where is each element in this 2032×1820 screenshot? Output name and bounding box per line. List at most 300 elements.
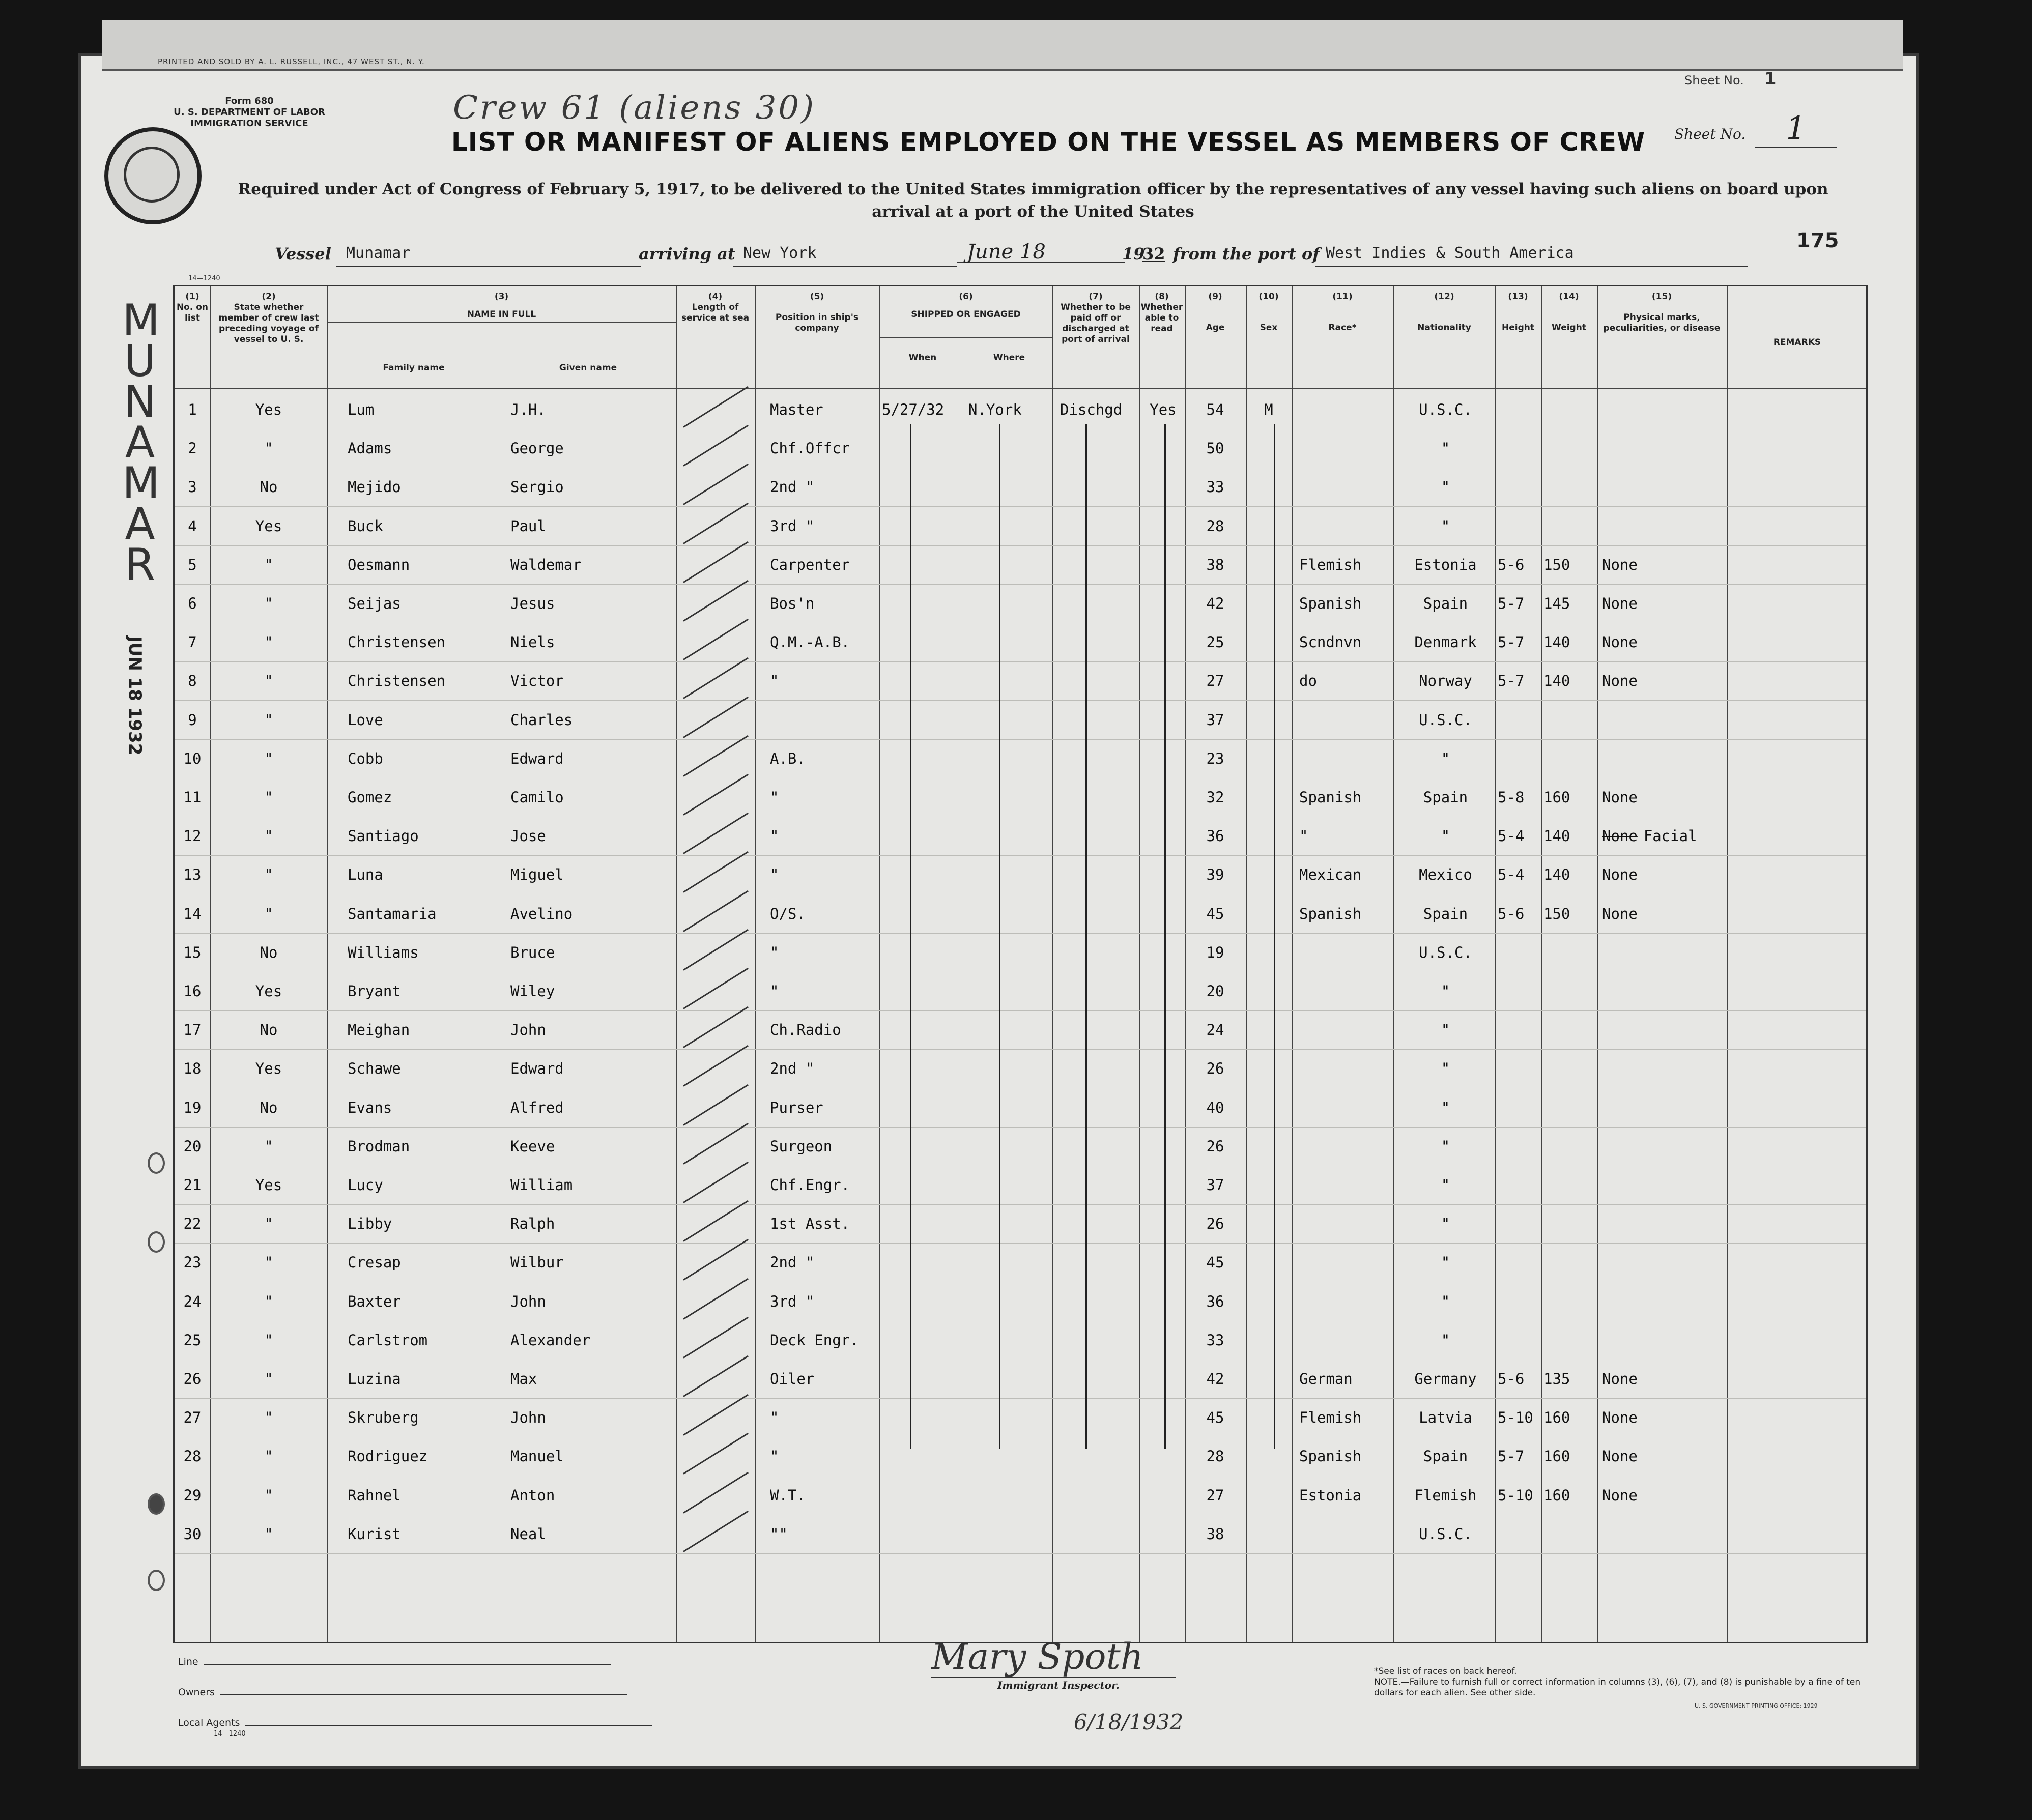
cell-prev: No <box>260 1099 278 1116</box>
cell-age: 23 <box>1206 749 1224 767</box>
cell-weight: 140 <box>1543 672 1570 690</box>
cell-nationality: Denmark <box>1414 633 1477 651</box>
cell-given: Waldemar <box>510 556 582 573</box>
cell-family: Love <box>348 711 383 729</box>
cell-age: 26 <box>1206 1060 1224 1078</box>
service-length-slash <box>683 813 749 854</box>
struck-mark: None <box>1602 827 1638 845</box>
header-bottom-rule <box>175 388 1866 389</box>
cell-given: Charles <box>510 711 573 729</box>
cell-age: 28 <box>1206 517 1224 535</box>
cell-family: Evans <box>348 1099 392 1116</box>
cell-nationality: " <box>1441 517 1450 535</box>
from-port-label: from the port of <box>1173 244 1320 264</box>
line-label: Line <box>178 1656 198 1667</box>
cell-nationality: " <box>1441 1060 1450 1078</box>
cell-marks: None <box>1602 1409 1638 1427</box>
binder-hole <box>148 1493 165 1515</box>
agents-label: Local Agents <box>178 1717 240 1728</box>
col13-number: (13) <box>1508 292 1528 302</box>
cell-family: Skruberg <box>348 1409 419 1427</box>
service-length-slash <box>683 425 749 467</box>
cell-no: 3 <box>188 478 197 496</box>
cell-family: Mejido <box>348 478 401 496</box>
cell-family: Santiago <box>348 827 419 845</box>
cell-marks: None <box>1602 905 1638 922</box>
cell-age: 50 <box>1206 440 1224 457</box>
service-length-slash <box>683 1084 749 1125</box>
service-length-slash <box>683 1162 749 1203</box>
cell-prev: " <box>264 1525 273 1543</box>
service-length-slash <box>683 1278 749 1319</box>
cell-when: 5/27/32 <box>882 401 945 418</box>
cell-position: A.B. <box>770 749 806 767</box>
inspector-label: Immigrant Inspector. <box>997 1679 1120 1691</box>
col12-number: (12) <box>1434 292 1454 302</box>
service-length-slash <box>683 1394 749 1436</box>
col5-header <box>755 292 879 334</box>
cell-prev: " <box>264 1370 273 1388</box>
cell-height: 5-7 <box>1498 672 1525 690</box>
col1-header <box>175 292 210 324</box>
cell-given: Alexander <box>510 1331 591 1349</box>
service-length-slash <box>683 1006 749 1048</box>
table-row <box>175 585 1866 623</box>
cell-age: 26 <box>1206 1215 1224 1233</box>
cell-read: Yes <box>1150 401 1177 418</box>
agents-field <box>178 1717 652 1728</box>
cell-no: 4 <box>188 517 197 535</box>
cell-age: 39 <box>1206 866 1224 884</box>
table-row <box>175 1011 1866 1050</box>
cell-given: Wilbur <box>510 1254 564 1272</box>
cell-given: Miguel <box>510 866 564 884</box>
cell-nationality: Flemish <box>1414 1486 1477 1504</box>
cell-position: " <box>770 983 779 1000</box>
cell-race: German <box>1299 1370 1353 1388</box>
col10-header <box>1246 292 1292 333</box>
cell-given: Edward <box>510 749 564 767</box>
cell-family: Williams <box>348 943 419 961</box>
cell-nationality: " <box>1441 1331 1450 1349</box>
manifest-table <box>173 285 1868 1643</box>
service-length-slash <box>683 1123 749 1165</box>
table-row <box>175 1050 1866 1088</box>
inspector-signature: Mary Spoth <box>931 1636 1176 1678</box>
col4-header <box>676 292 755 324</box>
vessel-name-stamp <box>112 295 168 590</box>
sheet-number-top <box>1684 69 1777 89</box>
cell-family: Luzina <box>348 1370 401 1388</box>
cell-marks: None <box>1602 1370 1638 1388</box>
arrival-year: 32 <box>1142 244 1165 264</box>
cell-weight: 140 <box>1543 866 1570 884</box>
cell-no: 7 <box>188 633 197 651</box>
cell-given: Victor <box>510 672 564 690</box>
cell-nationality: Spain <box>1423 595 1468 612</box>
col14-title: Weight <box>1552 323 1586 333</box>
cell-position: 3rd " <box>770 1292 815 1310</box>
cell-no: 24 <box>183 1292 202 1310</box>
cell-position: Chf.Engr. <box>770 1176 850 1194</box>
table-row <box>175 1283 1866 1321</box>
cell-no: 17 <box>183 1021 202 1039</box>
cell-height: 5-7 <box>1498 595 1525 612</box>
binder-hole <box>148 1570 165 1591</box>
cell-family: Luna <box>348 866 383 884</box>
cell-no: 30 <box>183 1525 202 1543</box>
cell-prev: " <box>264 1331 273 1349</box>
table-row <box>175 817 1866 856</box>
service-length-slash <box>683 464 749 505</box>
cell-prev: " <box>264 866 273 884</box>
table-row <box>175 1089 1866 1128</box>
col11-title: Race* <box>1328 323 1357 333</box>
cell-position: Oiler <box>770 1370 815 1388</box>
folio-number: 175 <box>1796 229 1839 252</box>
table-row <box>175 623 1866 662</box>
service-length-slash <box>683 696 749 738</box>
cell-nationality: " <box>1441 1215 1450 1233</box>
cell-weight: 140 <box>1543 827 1570 845</box>
cell-no: 6 <box>188 595 197 612</box>
cell-given: Niels <box>510 633 555 651</box>
cell-height: 5-8 <box>1498 789 1525 806</box>
printer-line: PRINTED AND SOLD BY A. L. RUSSELL, INC., 47 WEST ST., N. Y. <box>158 57 425 66</box>
cell-family: Cresap <box>348 1254 401 1272</box>
origin-port: West Indies & South America <box>1315 244 1748 267</box>
cell-position: Purser <box>770 1099 823 1116</box>
cell-no: 13 <box>183 866 202 884</box>
cell-height: 5-4 <box>1498 866 1525 884</box>
races-note: *See list of races on back hereof. <box>1374 1666 1517 1677</box>
cell-family: Santamaria <box>348 905 437 922</box>
cell-prev: " <box>264 1409 273 1427</box>
cell-position: "" <box>770 1525 788 1543</box>
cell-marks: None <box>1602 866 1638 884</box>
cell-position: Chf.Offcr <box>770 440 850 457</box>
col13-header <box>1495 292 1541 333</box>
cell-prev: No <box>260 943 278 961</box>
cell-given: Sergio <box>510 478 564 496</box>
cell-nationality: " <box>1441 1099 1450 1116</box>
cell-nationality: Germany <box>1414 1370 1477 1388</box>
cell-prev: " <box>264 556 273 573</box>
arrival-port: New York <box>733 244 957 267</box>
table-row <box>175 1128 1866 1166</box>
cell-height: 5-7 <box>1498 1448 1525 1465</box>
col10-title: Sex <box>1260 323 1278 333</box>
cell-prev: Yes <box>255 1060 282 1078</box>
col4-number: (4) <box>708 292 723 302</box>
cell-no: 10 <box>183 749 202 767</box>
col13-title: Height <box>1502 323 1534 333</box>
line-blank <box>204 1664 611 1665</box>
col7-header <box>1052 292 1139 345</box>
cell-nationality: " <box>1441 1176 1450 1194</box>
cell-position: 3rd " <box>770 517 815 535</box>
cell-position: Master <box>770 401 823 418</box>
cell-marks <box>1602 827 1727 845</box>
col1-title: No. on list <box>176 302 209 323</box>
owners-field <box>178 1687 627 1698</box>
table-row <box>175 662 1866 701</box>
cell-race: Spanish <box>1299 905 1362 922</box>
table-row <box>175 1437 1866 1476</box>
col14-header <box>1541 292 1597 333</box>
cell-position: 2nd " <box>770 478 815 496</box>
cell-weight: 140 <box>1543 633 1570 651</box>
cell-prev: " <box>264 905 273 922</box>
table-row <box>175 1515 1866 1554</box>
col11-header <box>1292 292 1393 333</box>
cell-nationality: Norway <box>1419 672 1472 690</box>
agents-blank <box>245 1725 652 1726</box>
col15-title: Physical marks, peculiarities, or disease <box>1603 312 1721 333</box>
sheet-top-value: 1 <box>1764 69 1777 89</box>
cell-age: 38 <box>1206 556 1224 573</box>
cell-age: 28 <box>1206 1448 1224 1465</box>
cell-weight: 150 <box>1543 905 1570 922</box>
cell-nationality: U.S.C. <box>1419 711 1472 729</box>
handwritten-crew-note: Crew 61 (aliens 30) <box>453 89 816 127</box>
cell-race: Spanish <box>1299 595 1362 612</box>
cell-position: " <box>770 1409 779 1427</box>
cell-given: Camilo <box>510 789 564 806</box>
header-rule <box>327 322 676 323</box>
cell-no: 5 <box>188 556 197 573</box>
cell-no: 14 <box>183 905 202 922</box>
cell-height: 5-6 <box>1498 1370 1525 1388</box>
table-row <box>175 507 1866 546</box>
cell-no: 21 <box>183 1176 202 1194</box>
cell-height: 5-6 <box>1498 556 1525 573</box>
vessel-stamp-text: MUNAMAR <box>122 295 160 590</box>
table-row <box>175 468 1866 507</box>
cell-age: 38 <box>1206 1525 1224 1543</box>
cell-race: do <box>1299 672 1317 690</box>
cell-age: 45 <box>1206 1409 1224 1427</box>
date-stamp: JUN 18 1932 <box>125 636 145 756</box>
cell-weight: 145 <box>1543 595 1570 612</box>
col5-number: (5) <box>810 292 824 302</box>
sheet-value: 1 <box>1755 109 1837 148</box>
cell-age: 19 <box>1206 943 1224 961</box>
table-row <box>175 972 1866 1011</box>
cell-given: John <box>510 1409 546 1427</box>
family-name-header: Family name <box>383 363 445 373</box>
cell-prev: " <box>264 711 273 729</box>
cell-position: Carpenter <box>770 556 850 573</box>
cell-nationality: " <box>1441 440 1450 457</box>
cell-family: Adams <box>348 440 392 457</box>
table-row <box>175 1205 1866 1244</box>
year-prefix: 19 <box>1122 244 1145 264</box>
table-row <box>175 1244 1866 1282</box>
table-row <box>175 1321 1866 1360</box>
cell-race: Spanish <box>1299 1448 1362 1465</box>
cell-marks: None <box>1602 595 1638 612</box>
header-rule <box>879 337 1052 338</box>
remarks-header: REMARKS <box>1773 337 1821 348</box>
cell-height: 5-10 <box>1498 1409 1533 1427</box>
cell-position: Surgeon <box>770 1137 833 1155</box>
cell-height: 5-4 <box>1498 827 1525 845</box>
cell-height: 5-10 <box>1498 1486 1533 1504</box>
cell-family: Cobb <box>348 749 383 767</box>
cell-given: Ralph <box>510 1215 555 1233</box>
cell-position: " <box>770 943 779 961</box>
col6-number: (6) <box>959 292 973 302</box>
col8-title: Whether able to read <box>1140 302 1183 334</box>
cell-position: Bos'n <box>770 595 815 612</box>
paid-ditto-line <box>1085 424 1087 1449</box>
cell-given: Bruce <box>510 943 555 961</box>
cell-age: 40 <box>1206 1099 1224 1116</box>
col6-header <box>879 292 1052 320</box>
cell-weight: 150 <box>1543 556 1570 573</box>
given-name-header: Given name <box>559 363 617 373</box>
cell-marks: None <box>1602 1486 1638 1504</box>
cell-no: 15 <box>183 943 202 961</box>
cell-paid: Dischgd <box>1060 401 1123 418</box>
col3-title: NAME IN FULL <box>467 309 536 320</box>
cell-given: Max <box>510 1370 537 1388</box>
cell-prev: Yes <box>255 983 282 1000</box>
col2-title: State whether member of crew last preceding voyage of vessel to U. S. <box>218 302 319 344</box>
cell-marks: None <box>1602 672 1638 690</box>
service-length-slash <box>683 1355 749 1397</box>
cell-prev: " <box>264 595 273 612</box>
cell-race: Flemish <box>1299 1409 1362 1427</box>
cell-marks: None <box>1602 1448 1638 1465</box>
cell-race: Spanish <box>1299 789 1362 806</box>
cell-age: 42 <box>1206 1370 1224 1388</box>
service-length-slash <box>683 1317 749 1359</box>
col14-number: (14) <box>1559 292 1579 302</box>
service-length-slash <box>683 657 749 699</box>
service-length-slash <box>683 541 749 583</box>
service-length-slash <box>683 774 749 816</box>
col6-title: SHIPPED OR ENGAGED <box>911 309 1021 320</box>
cell-race: Scndnvn <box>1299 633 1362 651</box>
cell-given: William <box>510 1176 573 1194</box>
cell-prev: " <box>264 440 273 457</box>
cell-no: 22 <box>183 1215 202 1233</box>
cell-prev: " <box>264 1254 273 1272</box>
col1-number: (1) <box>185 292 199 302</box>
service-length-slash <box>683 1239 749 1281</box>
cell-given: George <box>510 440 564 457</box>
cell-no: 20 <box>183 1137 202 1155</box>
sex-ditto-line <box>1274 424 1275 1449</box>
cell-given: Manuel <box>510 1448 564 1465</box>
col11-number: (11) <box>1332 292 1353 302</box>
col10-number: (10) <box>1258 292 1279 302</box>
vessel-label: Vessel <box>275 244 331 264</box>
service-length-slash <box>683 502 749 544</box>
table-row <box>175 778 1866 817</box>
arriving-label: arriving at <box>639 244 735 264</box>
cell-no: 12 <box>183 827 202 845</box>
table-row <box>175 391 1866 429</box>
table-row <box>175 1399 1866 1437</box>
table-row <box>175 856 1866 894</box>
consulate-seal <box>104 127 202 224</box>
cell-prev: " <box>264 1448 273 1465</box>
cell-family: Meighan <box>348 1021 410 1039</box>
cell-prev: No <box>260 1021 278 1039</box>
cell-position: Ch.Radio <box>770 1021 841 1039</box>
service-length-slash <box>683 1433 749 1475</box>
line-field <box>178 1656 611 1667</box>
col5-title: Position in ship's company <box>775 312 859 333</box>
where-header: Where <box>993 353 1025 363</box>
service-length-slash <box>683 735 749 777</box>
col9-number: (9) <box>1208 292 1222 302</box>
cell-nationality: Mexico <box>1419 866 1472 884</box>
table-row <box>175 701 1866 740</box>
cell-family: Carlstrom <box>348 1331 428 1349</box>
service-length-slash <box>683 968 749 1009</box>
cell-marks: None <box>1602 789 1638 806</box>
table-row <box>175 934 1866 972</box>
service-length-slash <box>683 890 749 932</box>
cell-family: Rodriguez <box>348 1448 428 1465</box>
arrival-date: June 18 <box>957 240 1125 263</box>
col9-title: Age <box>1206 323 1225 333</box>
cell-age: 27 <box>1206 672 1224 690</box>
cell-nationality: " <box>1441 1254 1450 1272</box>
owners-blank <box>220 1694 627 1695</box>
cell-age: 45 <box>1206 1254 1224 1272</box>
cell-position: 2nd " <box>770 1060 815 1078</box>
cell-no: 8 <box>188 672 197 690</box>
cell-race: Estonia <box>1299 1486 1362 1504</box>
cell-marks: None <box>1602 633 1638 651</box>
binder-hole <box>148 1231 165 1253</box>
footer-notes <box>1374 1666 1873 1698</box>
cell-where: N.York <box>968 401 1022 418</box>
cell-no: 19 <box>183 1099 202 1116</box>
cell-family: Libby <box>348 1215 392 1233</box>
cell-prev: " <box>264 789 273 806</box>
cell-age: 45 <box>1206 905 1224 922</box>
cell-nationality: " <box>1441 827 1450 845</box>
cell-nationality: U.S.C. <box>1419 401 1472 418</box>
col4-title: Length of service at sea <box>681 302 750 323</box>
cell-no: 23 <box>183 1254 202 1272</box>
cell-nationality: Spain <box>1423 1448 1468 1465</box>
cell-no: 1 <box>188 401 197 418</box>
form-code-top: 14—1240 <box>188 275 220 282</box>
cell-given: John <box>510 1021 546 1039</box>
cell-family: Gomez <box>348 789 392 806</box>
cell-family: Bryant <box>348 983 401 1000</box>
gpo-imprint: U. S. GOVERNMENT PRINTING OFFICE: 1929 <box>1695 1702 1818 1709</box>
cell-nationality: " <box>1441 749 1450 767</box>
department-name: U. S. DEPARTMENT OF LABOR <box>174 107 325 118</box>
col3-header <box>327 292 676 320</box>
cell-age: 25 <box>1206 633 1224 651</box>
col15-header <box>1597 292 1727 334</box>
cell-no: 16 <box>183 983 202 1000</box>
cell-no: 18 <box>183 1060 202 1078</box>
cell-family: Seijas <box>348 595 401 612</box>
cell-age: 42 <box>1206 595 1224 612</box>
cell-prev: Yes <box>255 517 282 535</box>
owners-label: Owners <box>178 1687 215 1698</box>
